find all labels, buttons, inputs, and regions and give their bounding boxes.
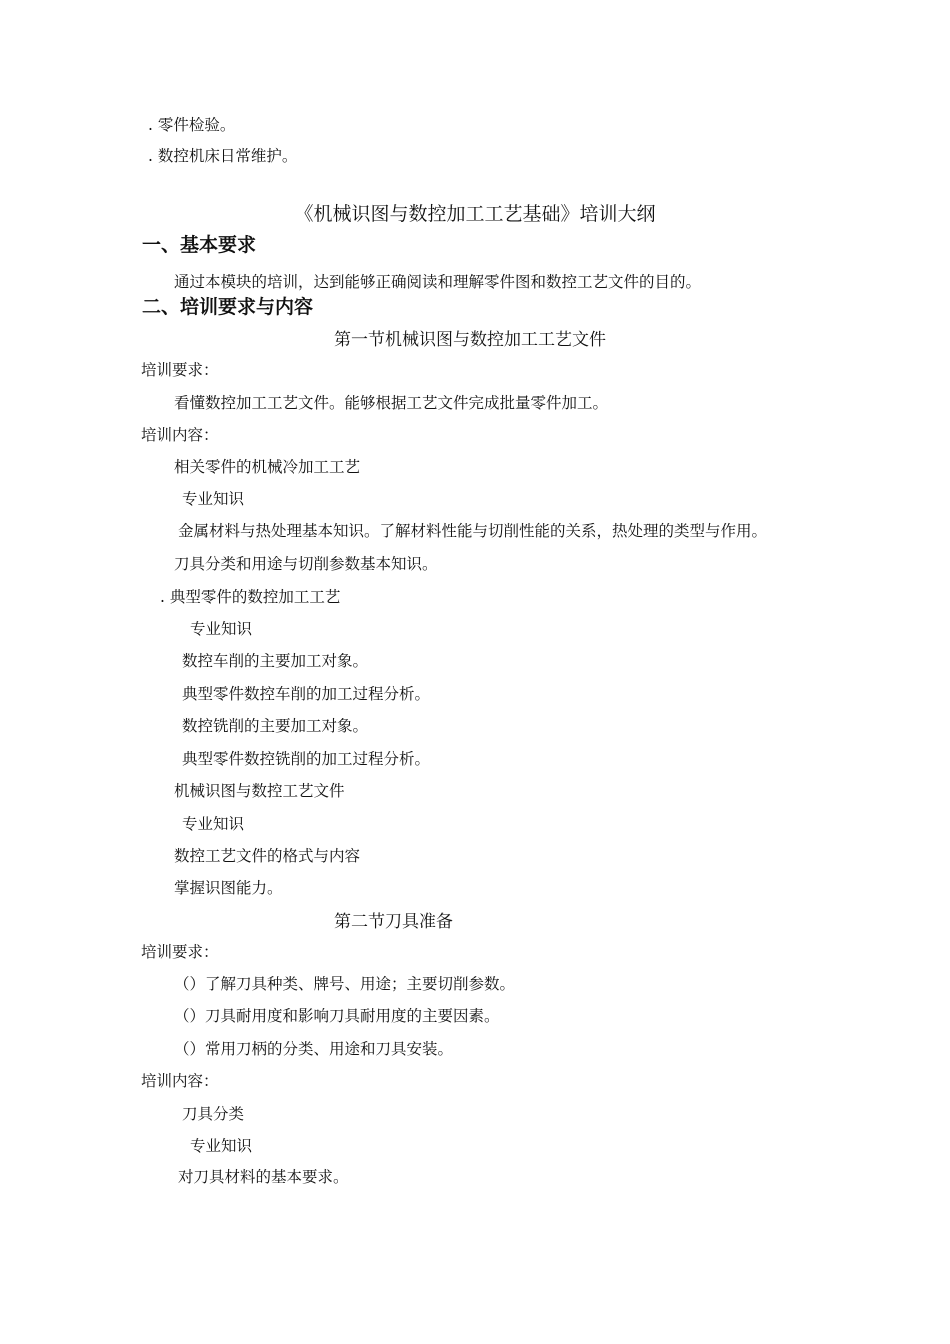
list-item: 相关零件的机械冷加工工艺 [174,458,361,476]
list-item: 刀具分类 [182,1105,245,1123]
list-item: 专业知识 [190,620,253,638]
heading-training-requirements: 二、培训要求与内容 [142,296,314,318]
list-item: . 零件检验。 [148,116,236,134]
list-item: 对刀具材料的基本要求。 [178,1168,349,1186]
heading-basic-requirements: 一、基本要求 [142,234,257,256]
label-training-content: 培训内容： [141,426,219,444]
list-item: . 典型零件的数控加工工艺 [160,588,341,606]
list-item: （）常用刀柄的分类、用途和刀具安装。 [174,1040,454,1058]
label-training-requirements: 培训要求： [141,361,219,379]
list-item: 专业知识 [182,490,245,508]
list-item: 机械识图与数控工艺文件 [174,782,345,800]
section-title: 第一节机械识图与数控加工工艺文件 [334,330,606,350]
list-item: 典型零件数控铣削的加工过程分析。 [182,750,431,768]
list-item: 刀具分类和用途与切削参数基本知识。 [174,555,438,573]
paragraph: 通过本模块的培训，达到能够正确阅读和理解零件图和数控工艺文件的目的。 [174,273,702,291]
list-item: （）刀具耐用度和影响刀具耐用度的主要因素。 [174,1007,500,1025]
list-item: . 数控机床日常维护。 [148,147,298,165]
label-training-content: 培训内容： [141,1072,219,1090]
list-item: 金属材料与热处理基本知识。了解材料性能与切削性能的关系，热处理的类型与作用。 [178,522,768,540]
list-item: 专业知识 [190,1137,253,1155]
list-item: 掌握识图能力。 [174,879,283,897]
list-item: （）了解刀具种类、牌号、用途；主要切削参数。 [174,975,516,993]
list-item: 专业知识 [182,815,245,833]
list-item: 数控车削的主要加工对象。 [182,652,369,670]
list-item: 典型零件数控车削的加工过程分析。 [182,685,431,703]
label-training-requirements: 培训要求： [141,943,219,961]
paragraph: 看懂数控加工工艺文件。能够根据工艺文件完成批量零件加工。 [174,394,609,412]
list-item: 数控工艺文件的格式与内容 [174,847,361,865]
list-item: 数控铣削的主要加工对象。 [182,717,369,735]
section-title: 第二节刀具准备 [334,912,453,932]
document-title: 《机械识图与数控加工工艺基础》培训大纲 [294,203,656,225]
